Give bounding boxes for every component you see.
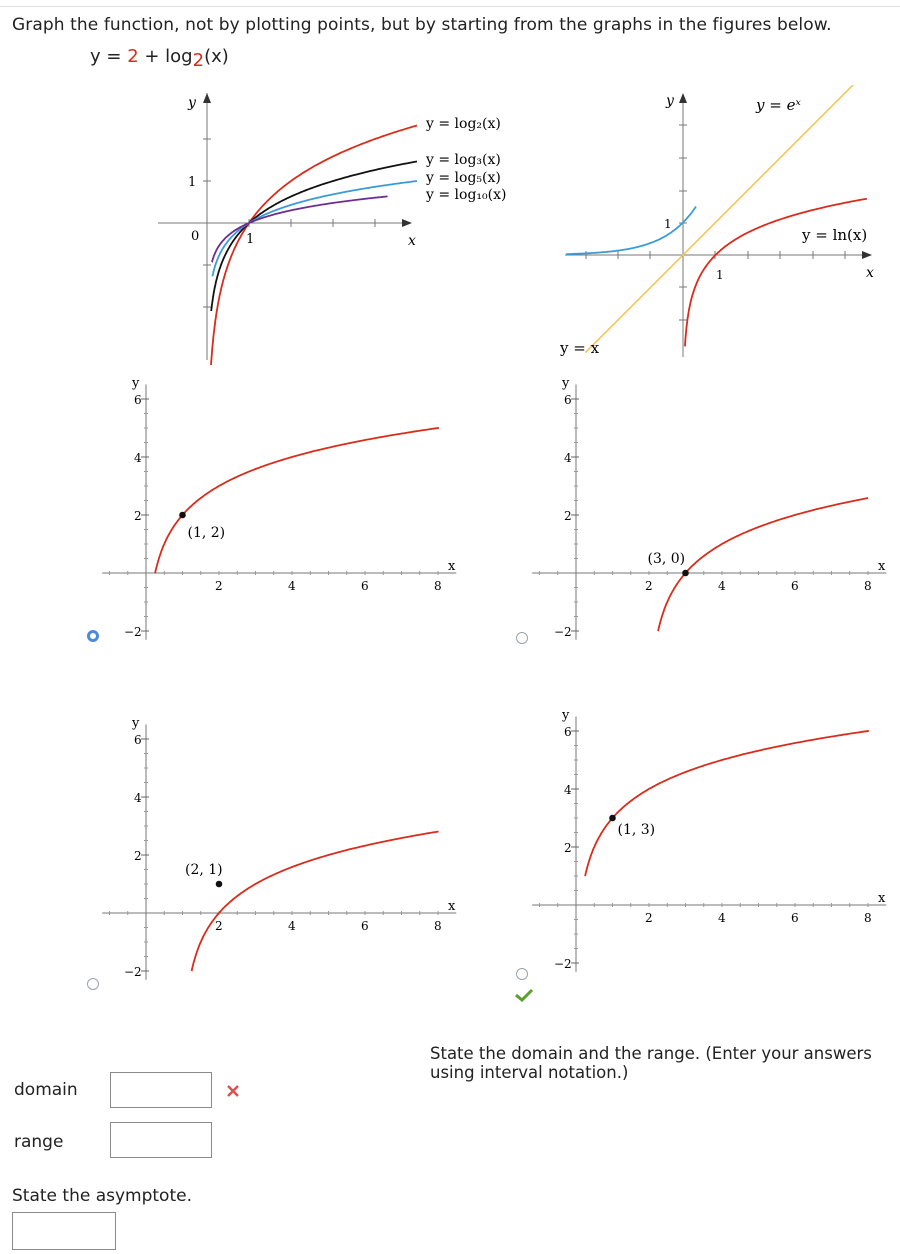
label-exp: y = eˣ	[756, 96, 801, 114]
x-tick-label: 8	[864, 911, 872, 925]
domain-label: domain	[14, 1080, 78, 1100]
key-point	[179, 512, 186, 519]
function-curve	[155, 428, 439, 573]
ref-left-x-label: x	[408, 233, 416, 249]
y-tick-label: −2	[554, 625, 572, 639]
ref-left-tick-1x: 1	[246, 232, 255, 247]
key-point	[216, 881, 223, 888]
range-input[interactable]	[110, 1122, 212, 1158]
y-tick-label: 6	[134, 393, 142, 407]
y-tick-label: 2	[134, 509, 142, 523]
x-tick-label: 2	[645, 579, 653, 593]
option-radio-C[interactable]	[87, 978, 99, 990]
x-tick-label: 6	[361, 579, 369, 593]
key-point	[609, 815, 616, 822]
x-tick-label: 2	[215, 919, 223, 933]
y-tick-label: 4	[564, 783, 572, 797]
range-label: range	[14, 1132, 64, 1152]
reference-graph-logs	[150, 85, 520, 365]
option-radio-B[interactable]	[516, 632, 528, 644]
x-tick-label: 8	[864, 579, 872, 593]
y-axis-label: y	[562, 708, 570, 723]
ref-left-origin: 0	[191, 229, 200, 244]
y-tick-label: 4	[134, 451, 142, 465]
y-axis-label: y	[132, 716, 140, 731]
function-equation: y = 2 + log2(x)	[90, 46, 229, 71]
x-axis-label: x	[448, 559, 456, 574]
function-curve	[192, 832, 439, 972]
x-axis-label: x	[878, 891, 886, 906]
y-tick-label: 2	[564, 841, 572, 855]
ref-left-tick-1y: 1	[188, 175, 197, 190]
key-point	[682, 570, 689, 577]
x-axis-label: x	[878, 559, 886, 574]
label-log5: y = log₅(x)	[426, 170, 501, 186]
x-tick-label: 6	[791, 911, 799, 925]
y-tick-label: 2	[134, 849, 142, 863]
x-tick-label: 4	[718, 579, 726, 593]
label-log10: y = log₁₀(x)	[426, 187, 507, 203]
asymptote-input[interactable]	[12, 1212, 116, 1250]
option-radio-A[interactable]	[87, 630, 99, 642]
y-tick-label: 6	[564, 725, 572, 739]
point-label: (1, 2)	[187, 525, 226, 541]
incorrect-x-icon	[226, 1084, 240, 1098]
function-curve	[658, 498, 868, 631]
option-radio-D[interactable]	[516, 968, 528, 980]
domain-range-prompt: State the domain and the range. (Enter your answers using interval notation.)	[430, 1044, 872, 1082]
ref-right-tick-1y: 1	[664, 217, 672, 231]
option-graph-D[interactable]	[520, 705, 900, 1005]
x-tick-label: 2	[215, 579, 223, 593]
x-tick-label: 4	[288, 579, 296, 593]
label-yx: y = x	[560, 339, 600, 357]
y-tick-label: 6	[564, 393, 572, 407]
function-curve	[585, 731, 869, 876]
function-constant: 2	[127, 46, 139, 67]
ref-left-y-label: y	[188, 95, 196, 111]
ref-right-x-label: x	[866, 265, 874, 281]
y-tick-label: 6	[134, 733, 142, 747]
y-tick-label: −2	[124, 965, 142, 979]
option-graph-A[interactable]	[90, 365, 470, 665]
y-tick-label: 2	[564, 509, 572, 523]
x-tick-label: 8	[434, 579, 442, 593]
x-tick-label: 4	[288, 919, 296, 933]
option-graph-B[interactable]	[520, 365, 900, 665]
ref-right-y-label: y	[666, 93, 674, 109]
y-tick-label: −2	[124, 625, 142, 639]
y-tick-label: −2	[554, 957, 572, 971]
point-label: (3, 0)	[647, 551, 686, 567]
y-tick-label: 4	[564, 451, 572, 465]
top-divider	[0, 6, 900, 7]
x-tick-label: 2	[645, 911, 653, 925]
domain-input[interactable]	[110, 1072, 212, 1108]
asymptote-prompt: State the asymptote.	[12, 1186, 192, 1206]
option-graph-C[interactable]	[90, 705, 470, 1005]
correct-check-icon	[514, 988, 534, 1002]
ref-right-tick-1x: 1	[716, 268, 724, 282]
x-tick-label: 6	[361, 919, 369, 933]
label-log2: y = log₂(x)	[426, 116, 501, 132]
y-axis-label: y	[132, 376, 140, 391]
point-label: (2, 1)	[185, 862, 223, 878]
y-axis-label: y	[562, 376, 570, 391]
label-log3: y = log₃(x)	[426, 152, 501, 168]
x-axis-label: x	[448, 899, 456, 914]
reference-graph-exp-ln	[560, 85, 890, 365]
point-label: (1, 3)	[617, 822, 656, 838]
question-text: Graph the function, not by plotting points, but by starting from the graphs in the figures below.	[12, 15, 832, 35]
x-tick-label: 4	[718, 911, 726, 925]
label-ln: y = ln(x)	[802, 226, 868, 244]
y-tick-label: 4	[134, 791, 142, 805]
x-tick-label: 8	[434, 919, 442, 933]
x-tick-label: 6	[791, 579, 799, 593]
